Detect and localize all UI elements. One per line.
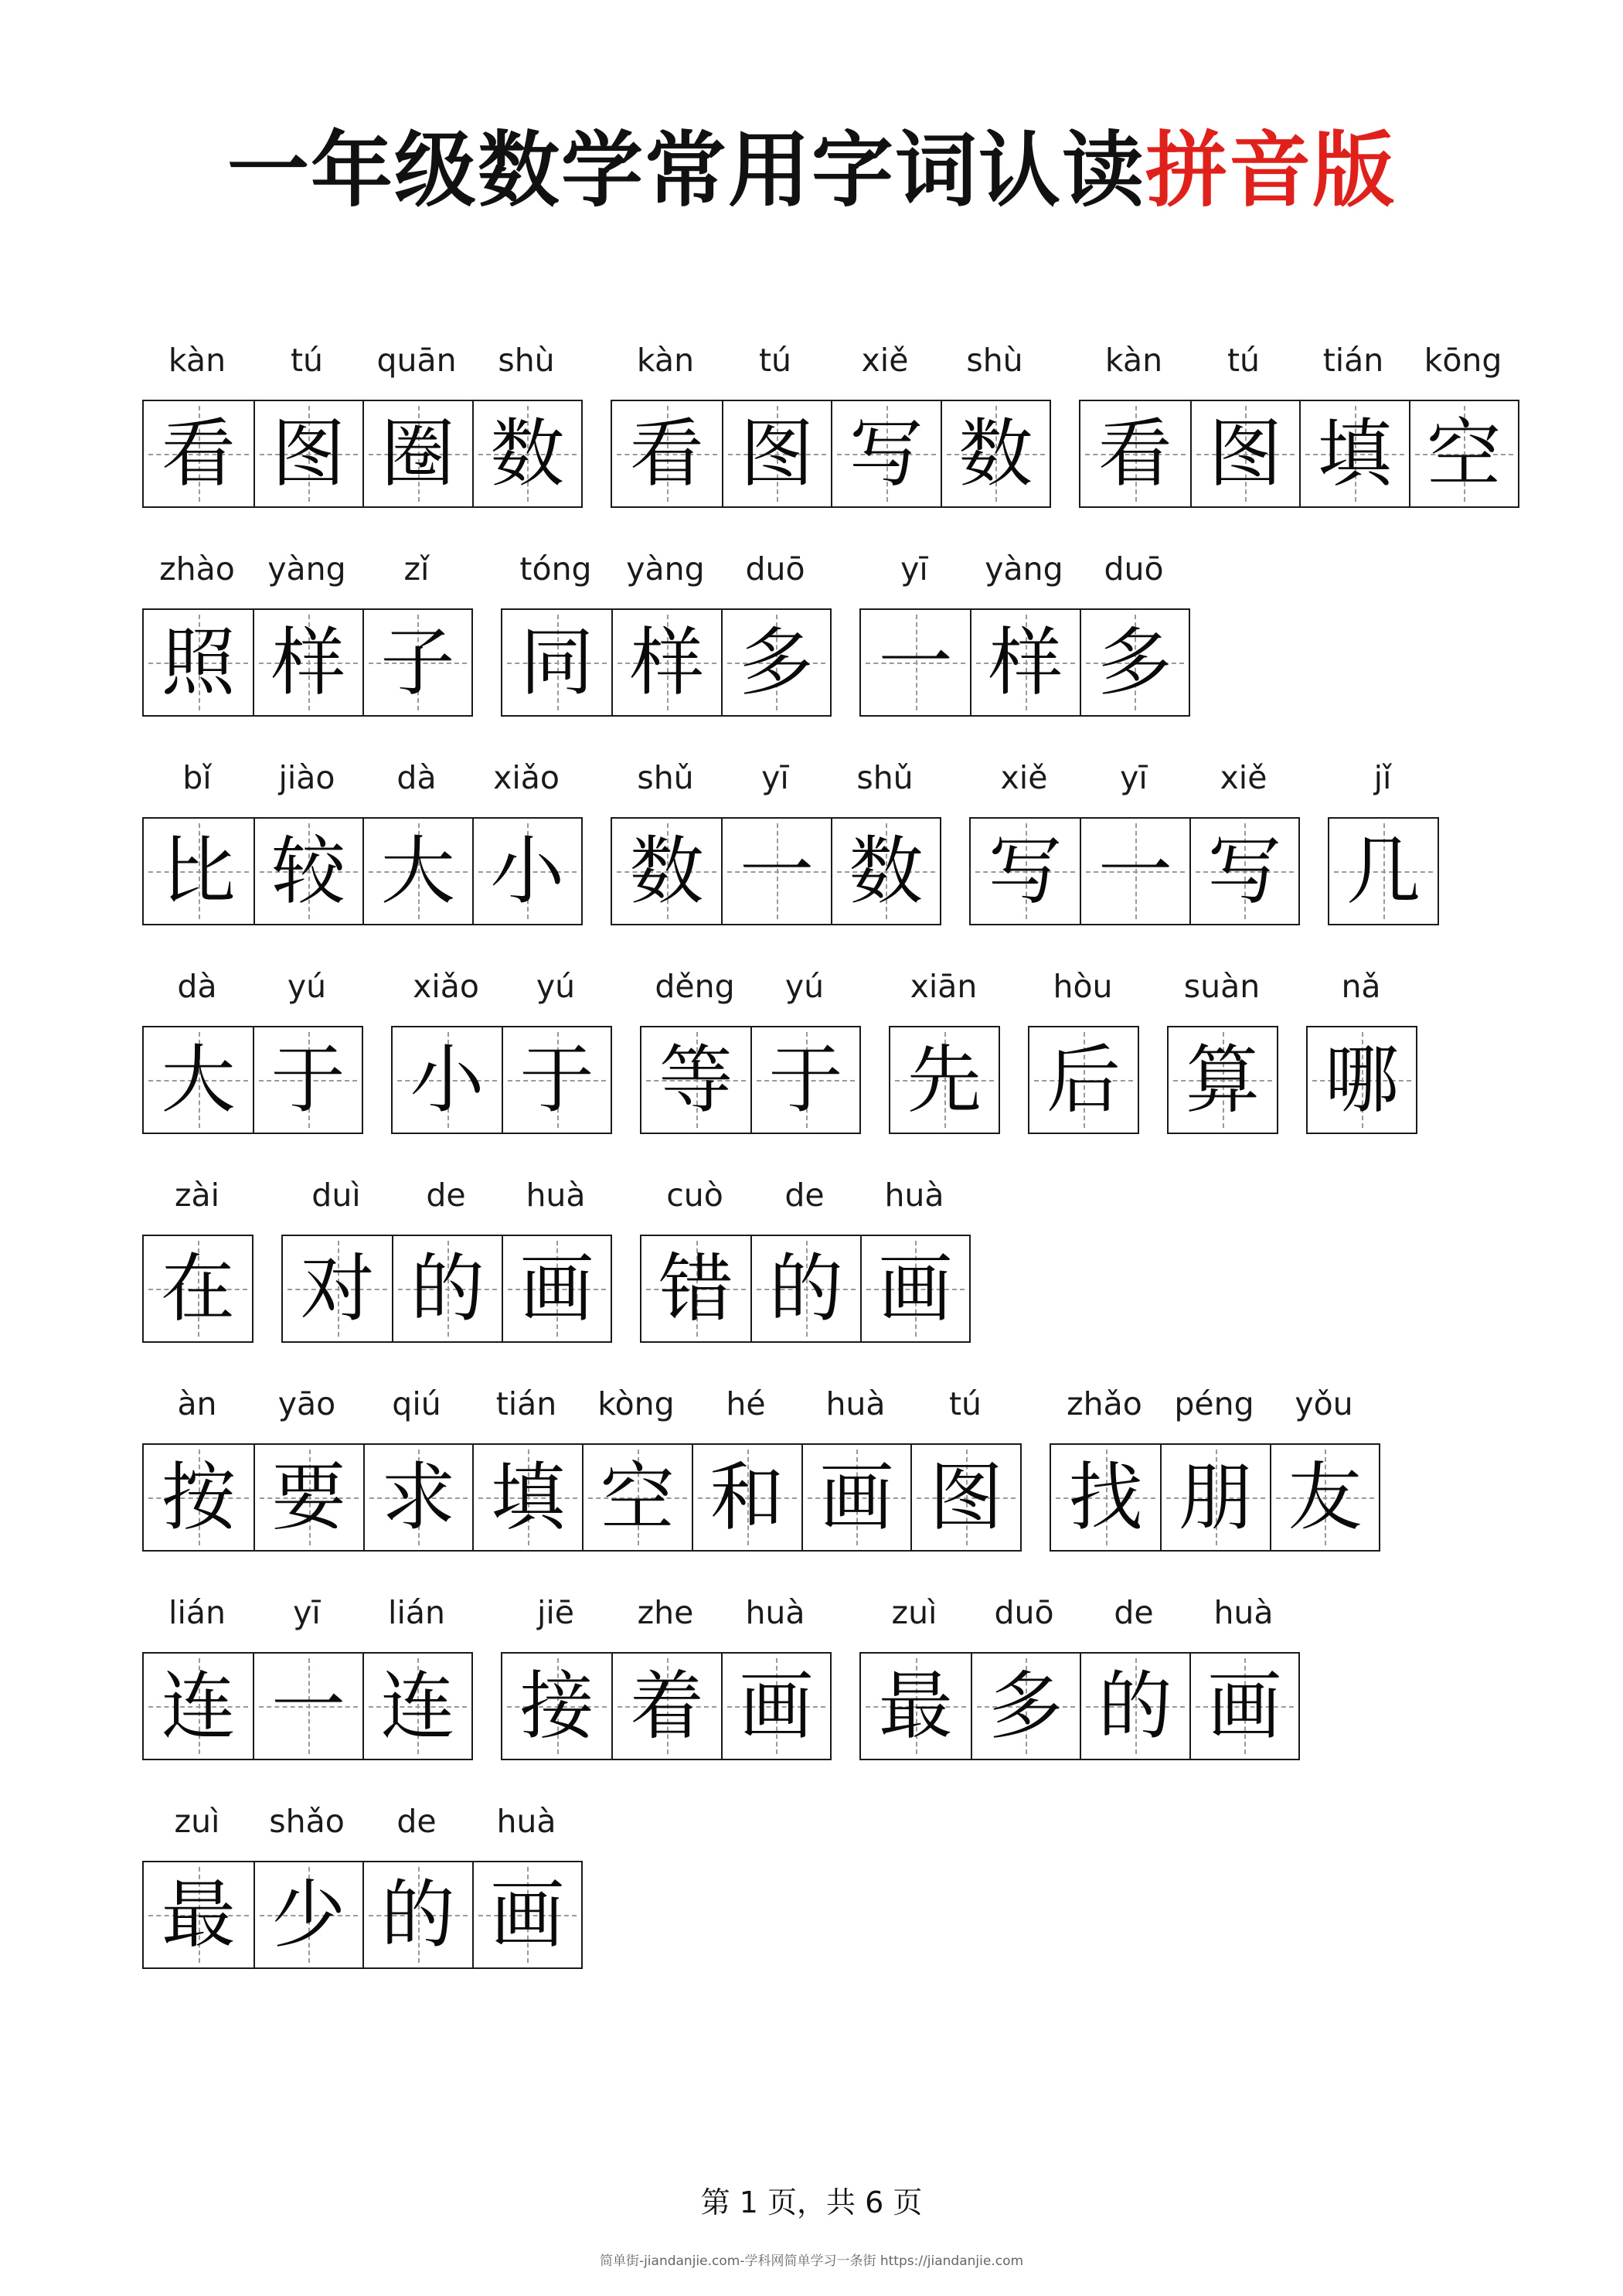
word-group (640, 963, 859, 1164)
pinyin-label: shǔ (856, 759, 914, 796)
hanzi-character: 图 (271, 410, 346, 497)
pinyin-label: huà (1213, 1594, 1274, 1631)
hanzi-character: 小 (490, 828, 565, 915)
tianzige-cell (692, 1445, 801, 1550)
tianzige-box (1050, 1443, 1380, 1552)
hanzi-character: 样 (630, 619, 704, 706)
word-group (859, 546, 1189, 747)
word-group (142, 963, 362, 1164)
tianzige-cell (502, 1654, 611, 1759)
pinyin-label: jiào (278, 759, 335, 796)
pinyin-label: de (784, 1177, 825, 1214)
hanzi-character: 填 (491, 1454, 566, 1541)
word-group (501, 546, 830, 747)
pinyin-label: yǒu (1295, 1385, 1353, 1422)
pinyin-label: yī (1120, 759, 1148, 796)
pinyin-label: kòng (597, 1385, 675, 1422)
tianzige-box (640, 1235, 971, 1343)
pinyin-label: lián (388, 1594, 445, 1631)
tianzige-cell (144, 1236, 252, 1341)
pinyin-label: nǎ (1341, 968, 1381, 1005)
tianzige-cell (611, 610, 720, 715)
pinyin-label: yàng (626, 550, 705, 588)
hanzi-character: 样 (271, 619, 345, 706)
tianzige-box (889, 1026, 1000, 1134)
hanzi-character: 几 (1346, 828, 1421, 915)
hanzi-character: 写 (1207, 828, 1282, 915)
pinyin-label: yàng (985, 550, 1063, 588)
hanzi-character: 照 (161, 619, 236, 706)
hanzi-character: 画 (819, 1454, 894, 1541)
pinyin-label: zuì (891, 1594, 937, 1631)
pinyin-label: shù (966, 342, 1023, 379)
tianzige-cell (1029, 1027, 1138, 1133)
tianzige-cell (144, 1445, 253, 1550)
pinyin-label: qiú (392, 1385, 441, 1422)
word-group (281, 1172, 611, 1373)
word-group (142, 1172, 252, 1373)
tianzige-cell (611, 1654, 720, 1759)
pinyin-label: quān (376, 342, 457, 379)
hanzi-character: 找 (1068, 1454, 1143, 1541)
tianzige-cell (253, 819, 363, 924)
hanzi-character: 于 (768, 1037, 843, 1123)
pinyin-label: zhǎo (1067, 1385, 1142, 1422)
pinyin-label: xiān (910, 968, 978, 1005)
tianzige-cell (890, 1027, 999, 1133)
hanzi-character: 多 (739, 619, 814, 706)
tianzige-cell (253, 1027, 362, 1133)
tianzige-cell (502, 1027, 611, 1133)
tianzige-cell (502, 610, 611, 715)
word-group (859, 1589, 1298, 1790)
pinyin-label: duō (1104, 550, 1164, 588)
tianzige-cell (1189, 819, 1298, 924)
word-group (142, 546, 471, 747)
pinyin-label: cuò (666, 1177, 723, 1214)
pinyin-label: tú (290, 342, 324, 379)
title-main: 一年级数学常用字词认读 (227, 121, 1145, 218)
pinyin-label: zhào (159, 550, 235, 588)
tianzige-box (859, 608, 1190, 717)
tianzige-cell (910, 1445, 1020, 1550)
word-group (1050, 1381, 1379, 1582)
tianzige-cell (861, 610, 970, 715)
hanzi-character: 连 (161, 1663, 236, 1749)
word-group (969, 755, 1298, 956)
pinyin-label: de (396, 1803, 437, 1840)
tianzige-cell (362, 610, 471, 715)
pinyin-label: xiǎo (493, 759, 560, 796)
hanzi-character: 圈 (380, 410, 455, 497)
pinyin-label: hòu (1053, 968, 1113, 1005)
tianzige-box (142, 1235, 253, 1343)
hanzi-character: 求 (381, 1454, 456, 1541)
hanzi-character: 多 (1097, 619, 1172, 706)
hanzi-character: 的 (769, 1245, 843, 1332)
page-title (0, 121, 1623, 218)
tianzige-box (281, 1235, 612, 1343)
tianzige-cell (801, 1445, 911, 1550)
hanzi-character: 和 (709, 1454, 784, 1541)
tianzige-cell (253, 1445, 363, 1550)
tianzige-cell (941, 401, 1050, 506)
word-row (0, 337, 1623, 538)
tianzige-box (142, 400, 583, 508)
pinyin-label: yī (900, 550, 928, 588)
tianzige-cell (253, 610, 362, 715)
hanzi-character: 大 (380, 828, 455, 915)
hanzi-character: 同 (519, 619, 594, 706)
hanzi-character: 在 (161, 1245, 235, 1332)
word-group (391, 963, 611, 1164)
hanzi-character: 数 (490, 410, 565, 497)
tianzige-cell (582, 1445, 692, 1550)
pinyin-label: zài (174, 1177, 220, 1214)
word-group (1079, 337, 1518, 538)
hanzi-character: 的 (1097, 1663, 1172, 1749)
tianzige-cell (144, 401, 253, 506)
tianzige-cell (641, 1027, 750, 1133)
pinyin-label: huà (745, 1594, 805, 1631)
hanzi-character: 对 (300, 1245, 375, 1332)
pinyin-label: shù (498, 342, 555, 379)
tianzige-cell (144, 1862, 253, 1967)
tianzige-cell (1080, 819, 1189, 924)
hanzi-character: 子 (380, 619, 455, 706)
tianzige-cell (831, 819, 940, 924)
pinyin-label: yī (293, 1594, 321, 1631)
pinyin-label: dà (396, 759, 437, 796)
tianzige-cell (1189, 1654, 1299, 1759)
tianzige-cell (283, 1236, 392, 1341)
tianzige-cell (363, 1445, 473, 1550)
tianzige-box (1079, 400, 1519, 508)
tianzige-cell (144, 610, 253, 715)
pinyin-label: děng (655, 968, 735, 1005)
tianzige-box (611, 817, 941, 925)
tianzige-cell (502, 1236, 611, 1341)
tianzige-cell (641, 1236, 750, 1341)
hanzi-character: 样 (988, 619, 1063, 706)
tianzige-cell (831, 401, 941, 506)
hanzi-character: 写 (849, 410, 924, 497)
tianzige-cell (253, 401, 363, 506)
tianzige-box (1306, 1026, 1417, 1134)
hanzi-character: 较 (271, 828, 346, 915)
pinyin-label: kōng (1424, 342, 1502, 379)
hanzi-character: 图 (1208, 410, 1283, 497)
tianzige-box (1328, 817, 1439, 925)
hanzi-character: 多 (988, 1663, 1063, 1749)
hanzi-character: 友 (1288, 1454, 1363, 1541)
pinyin-label: yāo (277, 1385, 336, 1422)
hanzi-character: 数 (629, 828, 704, 915)
hanzi-character: 空 (600, 1454, 675, 1541)
word-row (0, 755, 1623, 956)
word-group (1328, 755, 1438, 956)
tianzige-cell (362, 1862, 472, 1967)
word-group (142, 337, 581, 538)
tianzige-cell (144, 1027, 253, 1133)
hanzi-character: 朋 (1179, 1454, 1253, 1541)
tianzige-cell (971, 819, 1080, 924)
word-row (0, 963, 1623, 1164)
pinyin-label: shǎo (269, 1803, 345, 1840)
pinyin-label: lián (168, 1594, 226, 1631)
hanzi-character: 画 (490, 1872, 565, 1958)
pinyin-label: huà (825, 1385, 886, 1422)
tianzige-cell (612, 819, 721, 924)
pinyin-label: huà (884, 1177, 944, 1214)
hanzi-character: 图 (740, 410, 815, 497)
pinyin-label: duō (745, 550, 805, 588)
tianzige-cell (1299, 401, 1409, 506)
word-group (501, 1589, 830, 1790)
pinyin-label: tú (1227, 342, 1261, 379)
tianzige-cell (362, 1654, 471, 1759)
pinyin-label: tián (1322, 342, 1384, 379)
hanzi-character: 后 (1046, 1037, 1121, 1123)
word-group (142, 1589, 471, 1790)
hanzi-character: 少 (271, 1872, 346, 1958)
tianzige-cell (971, 1654, 1080, 1759)
hanzi-character: 画 (519, 1245, 594, 1332)
tianzige-box (142, 1652, 473, 1760)
tianzige-cell (970, 610, 1079, 715)
tianzige-cell (472, 1862, 582, 1967)
hanzi-character: 哪 (1325, 1037, 1399, 1123)
tianzige-box (501, 1652, 832, 1760)
hanzi-character: 最 (878, 1663, 953, 1749)
tianzige-cell (750, 1027, 859, 1133)
tianzige-cell (1080, 1654, 1189, 1759)
word-group (889, 963, 999, 1164)
hanzi-character: 画 (1207, 1663, 1282, 1749)
hanzi-character: 看 (629, 410, 704, 497)
pinyin-label: shǔ (637, 759, 694, 796)
tianzige-cell (472, 1445, 582, 1550)
pinyin-label: de (426, 1177, 466, 1214)
pinyin-label: xiǎo (413, 968, 479, 1005)
pinyin-label: jiē (536, 1594, 574, 1631)
tianzige-cell (721, 819, 830, 924)
pinyin-label: àn (177, 1385, 217, 1422)
hanzi-character: 填 (1317, 410, 1392, 497)
pinyin-label: bǐ (182, 759, 212, 796)
tianzige-cell (1080, 401, 1190, 506)
page-number: 第 1 页，共 6 页 (700, 2185, 923, 2219)
tianzige-box (501, 608, 832, 717)
tianzige-cell (861, 1654, 971, 1759)
pinyin-label: yī (761, 759, 789, 796)
hanzi-character: 数 (958, 410, 1033, 497)
title-accent: 拼音版 (1145, 121, 1396, 218)
tianzige-cell (722, 401, 832, 506)
word-group (1028, 963, 1138, 1164)
hanzi-character: 写 (988, 828, 1063, 915)
pinyin-label: tú (758, 342, 792, 379)
word-group (142, 1381, 1020, 1582)
hanzi-character: 画 (739, 1663, 814, 1749)
tianzige-cell (1169, 1027, 1277, 1133)
pinyin-label: xiě (861, 342, 909, 379)
tianzige-cell (1190, 401, 1300, 506)
tianzige-box (1167, 1026, 1278, 1134)
hanzi-character: 大 (161, 1037, 236, 1123)
tianzige-cell (472, 819, 582, 924)
word-row (0, 1172, 1623, 1373)
pinyin-label: tián (495, 1385, 557, 1422)
pinyin-label: yàng (267, 550, 346, 588)
word-group (1167, 963, 1277, 1164)
pinyin-label: kàn (1104, 342, 1163, 379)
tianzige-box (1028, 1026, 1139, 1134)
hanzi-character: 画 (878, 1245, 953, 1332)
tianzige-box (142, 1861, 583, 1969)
tianzige-cell (1409, 401, 1519, 506)
word-group (142, 1798, 581, 1999)
tianzige-box (859, 1652, 1300, 1760)
tianzige-cell (860, 1236, 969, 1341)
tianzige-box (391, 1026, 612, 1134)
tianzige-cell (1308, 1027, 1416, 1133)
hanzi-character: 的 (410, 1245, 485, 1332)
hanzi-character: 于 (270, 1037, 345, 1123)
pinyin-label: dà (177, 968, 217, 1005)
hanzi-character: 比 (161, 828, 236, 915)
tianzige-cell (1080, 610, 1189, 715)
pinyin-label: huà (526, 1177, 586, 1214)
hanzi-character: 错 (658, 1245, 733, 1332)
tianzige-cell (253, 1862, 363, 1967)
pinyin-label: xiě (1220, 759, 1267, 796)
tianzige-box (142, 1443, 1022, 1552)
hanzi-character: 于 (519, 1037, 594, 1123)
tianzige-cell (362, 819, 472, 924)
hanzi-character: 的 (380, 1872, 455, 1958)
pinyin-label: hé (726, 1385, 766, 1422)
tianzige-cell (721, 1654, 830, 1759)
pinyin-label: yú (536, 968, 576, 1005)
tianzige-cell (472, 401, 582, 506)
pinyin-label: zhe (637, 1594, 694, 1631)
tianzige-cell (253, 1654, 362, 1759)
hanzi-character: 一 (1098, 828, 1172, 915)
hanzi-character: 先 (907, 1037, 982, 1123)
hanzi-character: 空 (1427, 410, 1502, 497)
hanzi-character: 要 (271, 1454, 346, 1541)
tianzige-cell (144, 1654, 253, 1759)
hanzi-character: 看 (161, 410, 236, 497)
tianzige-cell (393, 1027, 502, 1133)
footer-source: 简单街-jiandanjie.com-学科网简单学习一条街 https://jiandanjie.com (599, 2253, 1024, 2269)
pinyin-label: duì (311, 1177, 361, 1214)
word-row (0, 1798, 1623, 1999)
pinyin-label: duō (994, 1594, 1054, 1631)
pinyin-label: huà (496, 1803, 556, 1840)
tianzige-box (611, 400, 1051, 508)
hanzi-character: 小 (410, 1037, 485, 1123)
hanzi-character: 着 (630, 1663, 704, 1749)
hanzi-character: 最 (161, 1872, 236, 1958)
word-row (0, 1381, 1623, 1582)
hanzi-character: 一 (878, 619, 953, 706)
tianzige-cell (612, 401, 722, 506)
pinyin-label: kàn (636, 342, 695, 379)
tianzige-cell (1329, 819, 1438, 924)
tianzige-box (969, 817, 1300, 925)
pinyin-label: xiě (1000, 759, 1048, 796)
word-group (611, 337, 1050, 538)
pinyin-label: suàn (1183, 968, 1261, 1005)
tianzige-cell (1270, 1445, 1379, 1550)
tianzige-box (640, 1026, 861, 1134)
word-group (142, 755, 581, 956)
pinyin-label: yú (784, 968, 825, 1005)
pinyin-label: yú (287, 968, 327, 1005)
tianzige-cell (750, 1236, 859, 1341)
hanzi-character: 图 (929, 1454, 1004, 1541)
pinyin-label: de (1114, 1594, 1154, 1631)
hanzi-character: 等 (658, 1037, 733, 1123)
hanzi-character: 算 (1186, 1037, 1260, 1123)
tianzige-box (142, 1026, 363, 1134)
tianzige-cell (1160, 1445, 1269, 1550)
tianzige-cell (144, 819, 253, 924)
hanzi-character: 数 (849, 828, 924, 915)
pinyin-label: zǐ (403, 550, 430, 588)
pinyin-label: tóng (519, 550, 592, 588)
pinyin-label: péng (1174, 1385, 1254, 1422)
tianzige-cell (392, 1236, 501, 1341)
hanzi-character: 连 (380, 1663, 455, 1749)
hanzi-character: 一 (271, 1663, 345, 1749)
tianzige-cell (721, 610, 830, 715)
word-row (0, 546, 1623, 747)
tianzige-cell (362, 401, 472, 506)
word-group (640, 1172, 969, 1373)
tianzige-box (142, 608, 473, 717)
hanzi-character: 一 (740, 828, 814, 915)
tianzige-cell (1051, 1445, 1160, 1550)
hanzi-character: 看 (1097, 410, 1172, 497)
pinyin-label: kàn (168, 342, 226, 379)
pinyin-label: zuì (174, 1803, 220, 1840)
word-group (1306, 963, 1416, 1164)
hanzi-character: 接 (519, 1663, 594, 1749)
hanzi-character: 按 (161, 1454, 236, 1541)
pinyin-label: tú (948, 1385, 982, 1422)
tianzige-box (142, 817, 583, 925)
word-row (0, 1589, 1623, 1790)
pinyin-label: jǐ (1373, 759, 1392, 796)
word-group (611, 755, 940, 956)
